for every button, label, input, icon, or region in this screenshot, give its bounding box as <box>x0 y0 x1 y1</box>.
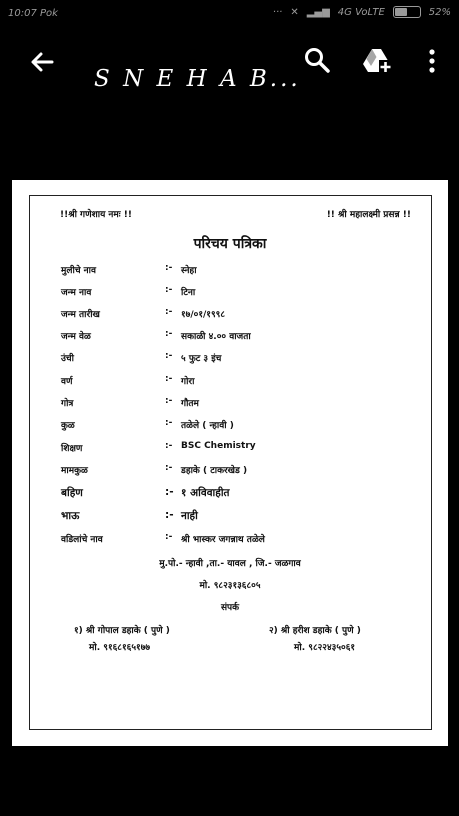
info-row <box>61 486 230 500</box>
info-label: गोत्र <box>61 399 74 409</box>
info-row <box>61 307 225 320</box>
info-separator: :- <box>165 532 173 542</box>
info-row <box>61 351 221 364</box>
info-separator: :- <box>165 396 173 406</box>
status-time: 10:07 Pok <box>8 8 58 19</box>
signal-icon: ▂▄▆ <box>306 6 330 18</box>
info-separator: :- <box>165 329 173 339</box>
search-icon[interactable] <box>303 46 331 74</box>
info-label: जन्म वेळ <box>61 332 91 342</box>
info-row <box>61 285 195 298</box>
info-value: १७/०१/१९९८ <box>181 310 226 320</box>
info-value: BSC Chemistry <box>181 441 256 451</box>
info-separator: :- <box>165 418 173 428</box>
battery-percent: 52% <box>428 6 451 18</box>
status-bar <box>0 0 459 26</box>
add-to-drive-icon[interactable] <box>362 46 392 76</box>
info-label: जन्म तारीख <box>61 310 100 320</box>
info-row <box>61 463 247 476</box>
info-separator: :- <box>165 285 173 295</box>
info-value: तळेले ( न्हावी ) <box>181 421 234 431</box>
contact2-name: २) श्री हरीश डहाके ( पुणे ) <box>269 626 361 636</box>
info-row <box>61 418 234 431</box>
info-label: मुलीचे नाव <box>61 266 96 276</box>
info-value: ५ फुट ३ इंच <box>181 354 222 364</box>
info-value: सकाळी ४.०० वाजता <box>181 332 251 342</box>
info-value: गोरा <box>181 377 195 387</box>
info-separator: :- <box>165 441 173 451</box>
more-options-icon[interactable] <box>424 46 440 76</box>
info-separator: :- <box>165 351 173 361</box>
info-label: कुळ <box>61 421 75 431</box>
info-label: उंची <box>61 354 74 364</box>
info-value: स्नेहा <box>181 266 197 276</box>
info-value: गौतम <box>181 399 199 409</box>
info-label: बहिण <box>61 487 83 499</box>
info-row <box>61 396 199 409</box>
mute-icon: ✕ <box>290 6 299 18</box>
info-value: नाही <box>181 510 198 522</box>
contact-heading: संपर्क <box>220 603 240 613</box>
app-bar <box>0 26 459 106</box>
info-row <box>61 374 194 387</box>
info-separator: :- <box>165 374 173 384</box>
info-value: टिना <box>181 288 196 298</box>
back-arrow-icon[interactable] <box>26 46 58 78</box>
info-separator: :- <box>165 463 173 473</box>
header-right-blessing: !! श्री महालक्ष्मी प्रसन्न !! <box>326 210 411 220</box>
address-line: मु.पो.- न्हावी ,ता.- यावल , जि.- जळगाव <box>159 559 301 569</box>
document-title: परिचय पत्रिका <box>193 236 267 252</box>
info-row <box>61 441 256 454</box>
info-separator: :- <box>165 307 173 317</box>
battery-icon <box>393 6 421 18</box>
info-value: डहाके ( टाकरखेड ) <box>181 466 248 476</box>
info-separator: :- <box>165 486 174 498</box>
info-label: वर्ण <box>61 377 73 387</box>
info-row <box>61 329 251 342</box>
file-title: S N E H A B... <box>94 66 301 92</box>
info-label: जन्म नाव <box>61 288 92 298</box>
info-label: भाऊ <box>61 510 80 522</box>
phone-line: मो. ९८२३१३६८०५ <box>199 581 261 591</box>
contact1-phone: मो. ९१६८१६५१७७ <box>89 643 151 653</box>
info-row <box>61 509 198 523</box>
contact2-phone: मो. ९८२२४३५०६१ <box>294 643 356 653</box>
info-separator: :- <box>165 263 173 273</box>
info-label: शिक्षण <box>61 444 83 454</box>
info-value: श्री भास्कर जगन्नाथ तळेले <box>181 535 265 545</box>
header-left-blessing: !!श्री गणेशाय नमः !! <box>60 210 132 220</box>
info-row <box>61 532 265 545</box>
status-icons <box>273 6 451 18</box>
info-value: १ अविवाहीत <box>181 487 230 499</box>
info-label: मामकुळ <box>61 466 88 476</box>
info-separator: :- <box>165 509 174 521</box>
info-row <box>61 263 197 276</box>
contact1-name: १) श्री गोपाल डहाके ( पुणे ) <box>74 626 170 636</box>
notification-dots-icon: ··· <box>272 6 283 18</box>
document-preview[interactable] <box>12 180 448 746</box>
info-label: वडिलांचे नाव <box>61 535 103 545</box>
network-label: 4G VoLTE <box>337 6 385 18</box>
